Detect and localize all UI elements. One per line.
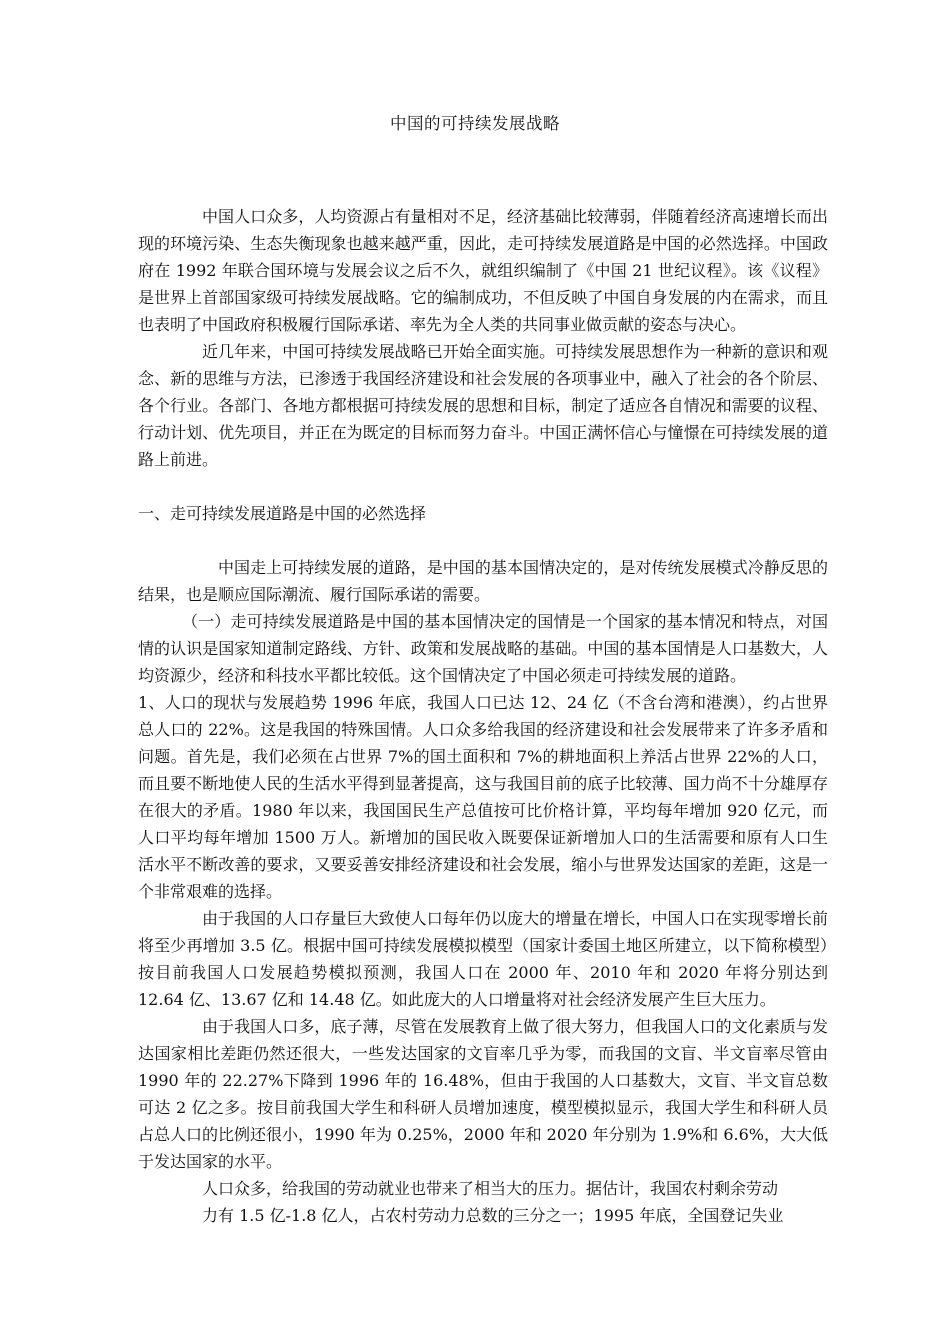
spacer	[138, 527, 828, 554]
spacer	[138, 473, 828, 500]
intro-paragraph-2: 近几年来，中国可持续发展战略已开始全面实施。可持续发展思想作为一种新的意识和观念、新的思维与方法，已渗透于我国经济建设和社会发展的各项事业中，融入了社会的各个阶层、各个行业。各部门、各地方都根据可持续发展的思想和目标，制定了适应各自情况和需要的议程、行动计划、优先项目，并正在为既定的目标而努力奋斗。中国正满怀信心与憧憬在可持续发展的道路上前进。	[138, 342, 828, 469]
section-paragraph: 人口众多，给我国的劳动就业也带来了相当大的压力。据估计，我国农村剩余劳动	[202, 1179, 779, 1198]
document-body	[138, 203, 828, 1229]
section-paragraph: 力有 1.5 亿-1.8 亿人，占农村劳动力总数的三分之一；1995 年底，全国登记失业	[202, 1206, 784, 1225]
subsection-paragraph: （一）走可持续发展道路是中国的基本国情决定的国情是一个国家的基本情况和特点，对国情的认识是国家知道制定路线、方针、政策和发展战略的基础。中国的基本国情是人口基数大，人均资源少，经济和科技水平都比较低。这个国情决定了中国必须走可持续发展的道路。	[138, 612, 828, 685]
section-paragraph: 由于我国人口多，底子薄，尽管在发展教育上做了很大努力，但我国人口的文化素质与发达国家相比差距仍然还很大，一些发达国家的文盲率几乎为零，而我国的文盲、半文盲率尽管由 1990 年的 22.27%下降到 1996 年的 16.48%，但由于我国的人口基数大，文盲、半文盲总数可达 2 亿之多。按目前我国大学生和科研人员增加速度，模型模拟显示，我国大学生和科研人员占总人口的比例还很小，1990 年为 0.25%，2000 年和 2020 年分别为 1.9%和 6.6%，大大低于发达国家的水平。	[138, 1017, 828, 1171]
section-heading: 一、走可持续发展道路是中国的必然选择	[138, 504, 427, 523]
intro-paragraph-1: 中国人口众多，人均资源占有量相对不足，经济基础比较薄弱，伴随着经济高速增长而出现的环境污染、生态失衡现象也越来越严重，因此，走可持续发展道路是中国的必然选择。中国政府在 1992 年联合国环境与发展会议之后不久，就组织编制了《中国 21 世纪议程》。该《议程》是世界上首部国家级可持续发展战略。它的编制成功，不但反映了中国自身发展的内在需求，而且也表明了中国政府积极履行国际承诺、率先为全人类的共同事业做贡献的姿态与决心。	[138, 207, 828, 334]
section-paragraph: 中国走上可持续发展的道路，是中国的基本国情决定的，是对传统发展模式冷静反思的结果，也是顺应国际潮流、履行国际承诺的需要。	[138, 558, 828, 604]
section-paragraph: 由于我国的人口存量巨大致使人口每年仍以庞大的增量在增长，中国人口在实现零增长前将至少再增加 3.5 亿。根据中国可持续发展模拟模型（国家计委国土地区所建立，以下简称模型）按目前我国人口发展趋势模拟预测，我国人口在 2000 年、2010 年和 2020 年将分别达到 12.64 亿、13.67 亿和 14.48 亿。如此庞大的人口增量将对社会经济发展产生巨大压力。	[138, 909, 828, 1009]
numbered-item: 1、人口的现状与发展趋势 1996 年底，我国人口已达 12、24 亿（不含台湾和港澳），约占世界总人口的 22%。这是我国的特殊国情。人口众多给我国的经济建设和社会发展带来了许多矛盾和问题。首先是，我们必须在占世界 7%的国土面积和 7%的耕地面积上养活占世界 22%的人口，而且要不断地使人民的生活水平得到显著提高，这与我国目前的底子比较薄、国力尚不十分雄厚存在很大的矛盾。1980 年以来，我国国民生产总值按可比价格计算，平均每年增加 920 亿元，而人口平均每年增加 1500 万人。新增加的国民收入既要保证新增加人口的生活需要和原有人口生活水平不断改善的要求，又要妥善安排经济建设和社会发展，缩小与世界发达国家的差距，这是一个非常艰难的选择。	[138, 693, 828, 901]
page-title: 中国的可持续发展战略	[390, 114, 560, 133]
